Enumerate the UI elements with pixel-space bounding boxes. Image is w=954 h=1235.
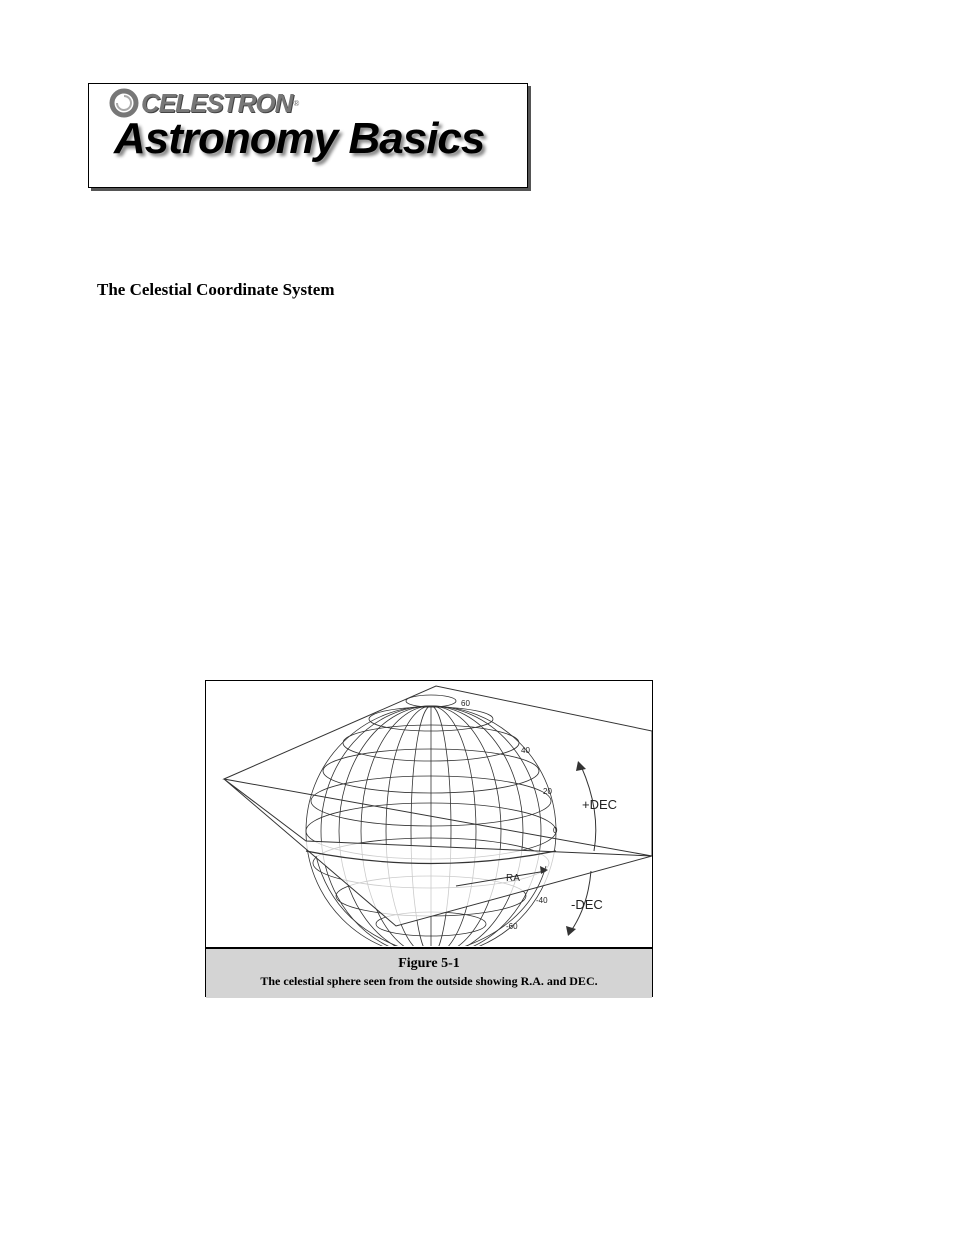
header-banner <box>88 83 528 188</box>
figure-caption <box>206 947 652 998</box>
dec-neg60-label: -60 <box>506 922 518 931</box>
dec-20-label: 20 <box>543 787 552 796</box>
caption-text: The celestial sphere seen from the outside showing R.A. and DEC. <box>260 974 598 988</box>
dec-neg40-label: -40 <box>536 896 548 905</box>
brand-name: CELESTRON <box>141 87 293 118</box>
dec-40-label: 40 <box>521 746 530 755</box>
minus-dec-label: -DEC <box>571 897 603 912</box>
registered-mark: ® <box>293 98 300 108</box>
dec-0-label: 0 <box>553 826 558 835</box>
figure <box>205 680 653 997</box>
section-heading: The Celestial Coordinate System <box>97 280 335 299</box>
caption-title: Figure 5-1 <box>398 956 460 971</box>
ra-label: RA <box>506 873 520 884</box>
page-title: Astronomy Basics <box>114 114 485 163</box>
celestial-sphere-diagram <box>206 681 652 946</box>
dec-60-label: 60 <box>461 699 470 708</box>
plus-dec-label: +DEC <box>582 797 618 812</box>
